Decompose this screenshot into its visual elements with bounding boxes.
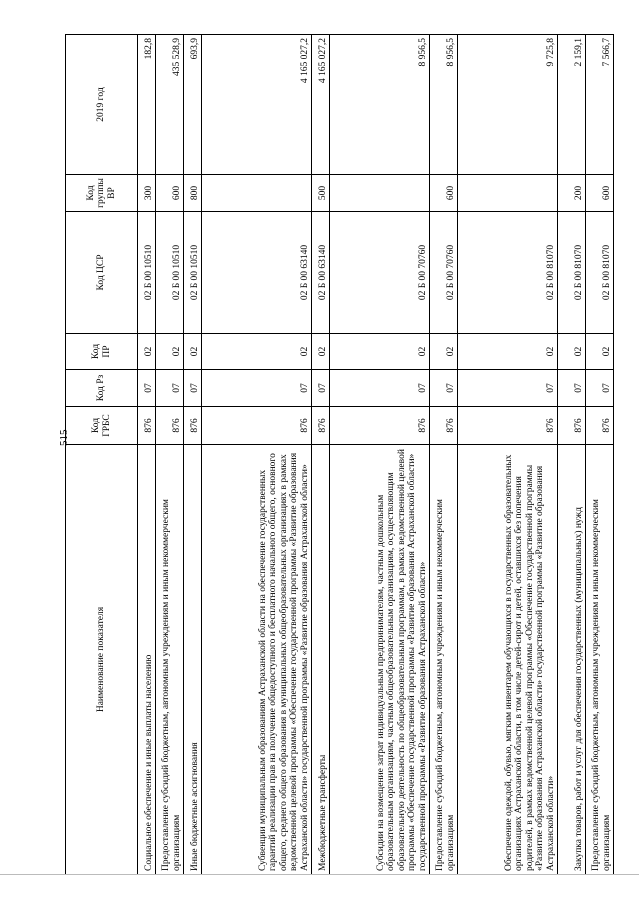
row-rz: 07 [430,370,458,407]
row-csr: 02 Б 00 81070 [586,212,614,334]
table-row [430,35,458,875]
scan-edge-line [0,874,639,875]
row-amount: 7 566,7 [586,35,614,175]
table-row [156,35,184,875]
row-name: Субвенции муниципальным образованиям Астраханской области на обеспечение государственных гарантий реализации прав на получение общедоступного и бесплатного начального общего, основного общего, среднего общего образования в муниципальных общеобразовательных организациях в рамках ведомственной целевой программы «Обеспечение государственной программы «Развитие образования Астраханской области» государственной программы «Развитие образования Астраханской области» [202,445,312,875]
row-pr: 02 [558,334,586,370]
row-name: Социальное обеспечение и иные выплаты населению [138,445,156,875]
row-vr: 800 [184,175,202,212]
row-name: Закупка товаров, работ и услуг для обеспечения государственных (муниципальных) нужд [558,445,586,875]
budget-table [65,34,614,875]
row-grbs: 876 [312,407,330,445]
row-rz: 07 [156,370,184,407]
row-pr: 02 [184,334,202,370]
row-grbs: 876 [202,407,312,445]
row-amount: 8 956,5 [330,35,430,175]
row-csr: 02 Б 00 10510 [138,212,156,334]
row-csr: 02 Б 00 10510 [156,212,184,334]
table-row [586,35,614,875]
row-name: Предоставление субсидий бюджетным, автономным учреждениям и иным некоммерческим организациям [430,445,458,875]
row-vr: 300 [138,175,156,212]
row-grbs: 876 [558,407,586,445]
row-pr: 02 [330,334,430,370]
table-header [66,35,138,875]
row-rz: 07 [458,370,558,407]
row-grbs: 876 [184,407,202,445]
header-grbs: Код ГРБС [66,407,138,445]
row-name: Предоставление субсидий бюджетным, автономным учреждениям и иным некоммерческим организациям [586,445,614,875]
row-csr: 02 Б 00 70760 [330,212,430,334]
row-name: Предоставление субсидий бюджетным, автономным учреждениям и иным некоммерческим организациям [156,445,184,875]
row-rz: 07 [184,370,202,407]
page-number: 515 [58,429,70,446]
row-csr: 02 Б 00 63140 [202,212,312,334]
row-amount: 693,9 [184,35,202,175]
row-pr: 02 [586,334,614,370]
header-name: Наименование показателя [66,445,138,875]
table-row [138,35,156,875]
row-vr: 600 [156,175,184,212]
row-pr: 02 [138,334,156,370]
row-grbs: 876 [156,407,184,445]
row-amount: 9 725,8 [458,35,558,175]
row-csr: 02 Б 00 63140 [312,212,330,334]
row-name: Обеспечение одеждой, обувью, мягким инвентарем обучающихся в государственных образовательных организациях Астраханской области, в том числе детей-сирот и детей, оставшихся без попечения родителей, в рамках ведомственной целевой программы «Обеспечение государственной программы «Развитие образования Астраханской области» государственной программы «Развитие образования Астраханской области» [458,445,558,875]
row-csr: 02 Б 00 70760 [430,212,458,334]
row-rz: 07 [138,370,156,407]
row-amount: 4 165 027,2 [312,35,330,175]
row-vr: 600 [586,175,614,212]
header-year: 2019 год [66,35,138,175]
row-grbs: 876 [138,407,156,445]
header-vr: Код группы ВР [66,175,138,212]
row-vr: 200 [558,175,586,212]
row-pr: 02 [312,334,330,370]
row-vr [202,175,312,212]
row-csr: 02 Б 00 81070 [558,212,586,334]
row-name: Субсидии на возмещение затрат индивидуальным предпринимателям, частным дошкольным образовательным организациям, частным общеобразовательным организациям, осуществляющим образовательную деятельность по общеобразовательным программам, в рамках ведомственной целевой программы «Обеспечение государственной программы «Развитие образования Астраханской области» государственной программы «Развитие образования Астраханской области» [330,445,430,875]
row-name: Межбюджетные трансферты [312,445,330,875]
row-pr: 02 [156,334,184,370]
row-amount: 182,8 [138,35,156,175]
row-grbs: 876 [586,407,614,445]
table-row [558,35,586,875]
row-rz: 07 [202,370,312,407]
table-row [458,35,558,875]
table-row [184,35,202,875]
row-grbs: 876 [458,407,558,445]
table-body [138,35,614,875]
header-pr: Код ПР [66,334,138,370]
header-csr: Код ЦСР [66,212,138,334]
table-row [312,35,330,875]
row-pr: 02 [458,334,558,370]
row-vr: 600 [430,175,458,212]
header-rz: Код Рз [66,370,138,407]
row-pr: 02 [430,334,458,370]
row-amount: 435 528,9 [156,35,184,175]
row-amount: 8 956,5 [430,35,458,175]
row-vr [458,175,558,212]
row-grbs: 876 [330,407,430,445]
row-csr: 02 Б 00 10510 [184,212,202,334]
rotated-page [65,35,612,875]
table-row [202,35,312,875]
row-vr: 500 [312,175,330,212]
row-grbs: 876 [430,407,458,445]
row-pr: 02 [202,334,312,370]
table-row [330,35,430,875]
row-rz: 07 [330,370,430,407]
row-amount: 4 165 027,2 [202,35,312,175]
row-rz: 07 [586,370,614,407]
row-amount: 2 159,1 [558,35,586,175]
row-name: Иные бюджетные ассигнования [184,445,202,875]
row-vr [330,175,430,212]
row-rz: 07 [558,370,586,407]
row-rz: 07 [312,370,330,407]
row-csr: 02 Б 00 81070 [458,212,558,334]
